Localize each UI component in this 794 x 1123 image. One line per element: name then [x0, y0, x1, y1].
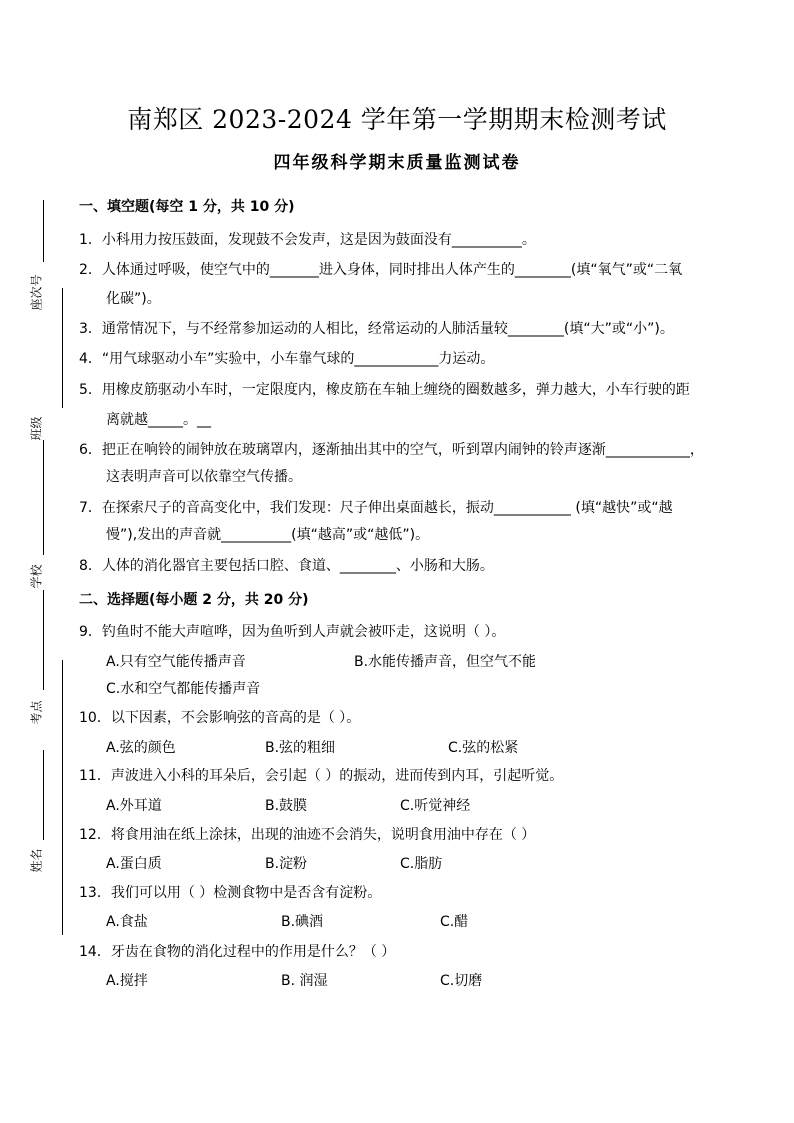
margin-divider-line: [43, 750, 44, 840]
fill-question-8: 8．人体的消化器官主要包括口腔、食道、________、小肠和大肠。: [79, 558, 494, 574]
fill-question-7-cont: 慢”),发出的声音就__________(填“越高”或“越低”)。: [106, 527, 430, 543]
choice-option: B.弦的粗细: [265, 740, 336, 756]
choice-question-14: 14．牙齿在食物的消化过程中的作用是什么？（ ）: [79, 944, 396, 960]
choice-option: C.脂肪: [400, 856, 443, 872]
section1-title: 一、填空题(每空 1 分，共 10 分): [79, 199, 295, 215]
choice-question-12: 12．将食用油在纸上涂抹，出现的油迹不会消失，说明食用油中存在（ ）: [79, 827, 536, 843]
choice-option: A.搅拌: [106, 973, 148, 989]
fill-question-6: 6．把正在响铃的闹钟放在玻璃罩内，逐渐抽出其中的空气，听到罩内闹钟的铃声逐渐____________，: [79, 442, 704, 458]
choice-question-10: 10．以下因素，不会影响弦的音高的是（ ）。: [79, 710, 361, 726]
choice-option: C.醋: [440, 914, 469, 930]
choice-question-9: 9．钓鱼时不能大声喧哗，因为鱼听到人声就会被吓走，这说明（ ）。: [79, 624, 506, 640]
margin-divider-line: [43, 440, 44, 555]
fill-question-3: 3．通常情况下，与不经常参加运动的人相比，经常运动的人肺活量较________(填“大”或“小”)。: [79, 321, 674, 337]
fill-question-2: 2．人体通过呼吸，使空气中的_______进入身体，同时排出人体产生的________(填“氧气”或“二氧: [79, 262, 683, 278]
fill-question-5-cont: 离就越_____。__: [106, 412, 211, 428]
fill-question-4: 4．“用气球驱动小车”实验中，小车靠气球的____________力运动。: [79, 351, 495, 367]
name-label: 姓名: [29, 848, 44, 873]
choice-option: A.弦的颜色: [106, 740, 176, 756]
choice-option: B.鼓膜: [265, 798, 308, 814]
section2-title: 二、选择题(每小题 2 分，共 20 分): [79, 592, 309, 608]
choice-option: C.弦的松紧: [448, 740, 519, 756]
exam-sub-title: 四年级科学期末质量监测试卷: [273, 153, 521, 173]
choice-option: B.淀粉: [265, 856, 308, 872]
fill-question-6-cont: 这表明声音可以依靠空气传播。: [106, 469, 302, 485]
choice-option: B.碘酒: [281, 914, 324, 930]
exam-site-label: 考点: [29, 700, 44, 725]
margin-divider-line: [62, 660, 63, 935]
choice-option: A.食盐: [106, 914, 148, 930]
seat-number-label: 座次号: [29, 274, 44, 311]
choice-option: A.蛋白质: [106, 856, 162, 872]
choice-option: B.水能传播声音，但空气不能: [354, 654, 537, 670]
margin-divider-line: [43, 590, 44, 690]
choice-option: C.听觉神经: [400, 798, 471, 814]
choice-option: C.切磨: [440, 973, 483, 989]
fill-question-7: 7．在探索尺子的音高变化中，我们发现：尺子伸出桌面越长，振动___________ (填“越快”或“越: [79, 500, 673, 516]
choice-option: C.水和空气都能传播声音: [106, 681, 261, 697]
fill-question-2-cont: 化碳”)。: [106, 291, 161, 307]
margin-divider-line: [43, 200, 44, 262]
margin-divider-line: [62, 288, 63, 408]
class-label: 班级: [29, 416, 44, 441]
choice-question-13: 13．我们可以用（ ）检测食物中是否含有淀粉。: [79, 885, 382, 901]
exam-main-title: 南郑区 2023-2024 学年第一学期期末检测考试: [127, 105, 667, 134]
choice-option: A.只有空气能传播声音: [106, 654, 246, 670]
fill-question-1: 1．小科用力按压鼓面，发现鼓不会发声，这是因为鼓面没有__________。: [79, 232, 536, 248]
fill-question-5: 5．用橡皮筋驱动小车时，一定限度内，橡皮筋在车轴上缠绕的圈数越多，弹力越大，小车行驶的距: [79, 382, 690, 398]
school-label: 学校: [29, 564, 44, 589]
choice-option: A.外耳道: [106, 798, 162, 814]
choice-option: B. 润湿: [281, 973, 328, 989]
choice-question-11: 11．声波进入小科的耳朵后，会引起（ ）的振动，进而传到内耳，引起听觉。: [79, 768, 564, 784]
